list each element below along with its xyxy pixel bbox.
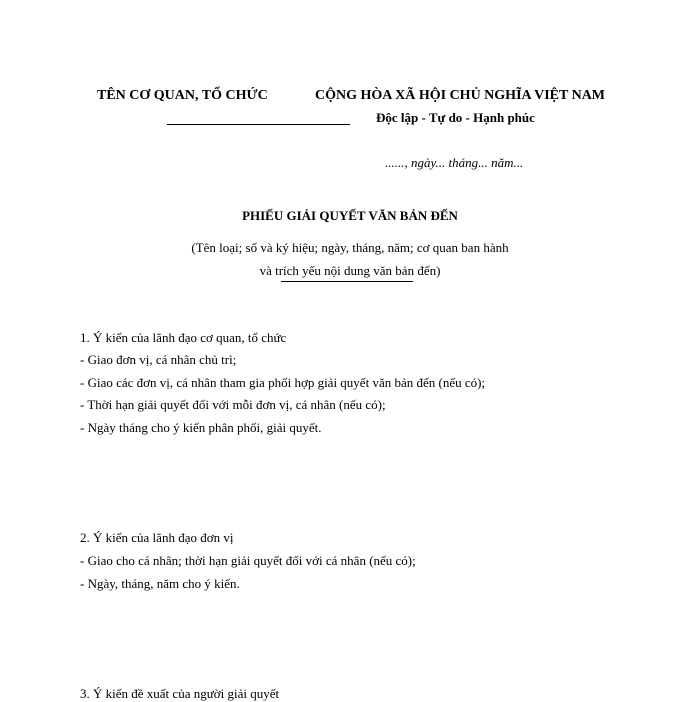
section-1-item: - Giao các đơn vị, cá nhân tham gia phối hợp giải quyết văn bản đến (nếu có); <box>80 375 486 390</box>
section-2-item: - Giao cho cá nhân; thời hạn giải quyết đối với cá nhân (nếu có); <box>80 553 416 568</box>
date-line: ......, ngày... tháng... năm... <box>385 155 524 170</box>
section-1-item: - Giao đơn vị, cá nhân chủ trì; <box>80 352 237 367</box>
subtitle-underline <box>281 281 413 282</box>
subtitle-line-2: và trích yếu nội dung văn bản đến) <box>259 263 441 278</box>
section-3-heading: 3. Ý kiến đề xuất của người giải quyết <box>80 686 280 701</box>
national-motto: Độc lập - Tự do - Hạnh phúc <box>376 110 535 125</box>
organization-name: TÊN CƠ QUAN, TỔ CHỨC <box>97 88 268 103</box>
section-1-heading: 1. Ý kiến của lãnh đạo cơ quan, tổ chức <box>80 330 287 345</box>
section-1-item: - Thời hạn giải quyết đối với mỗi đơn vị, cá nhân (nếu có); <box>80 397 386 412</box>
organization-underline <box>167 124 350 125</box>
section-2-item: - Ngày, tháng, năm cho ý kiến. <box>80 576 240 591</box>
section-2-heading: 2. Ý kiến của lãnh đạo đơn vị <box>80 530 234 545</box>
national-title: CỘNG HÒA XÃ HỘI CHỦ NGHĨA VIỆT NAM <box>315 88 606 103</box>
document-title: PHIẾU GIẢI QUYẾT VĂN BẢN ĐẾN <box>242 208 458 223</box>
section-1-item: - Ngày tháng cho ý kiến phân phối, giải quyết. <box>80 420 322 435</box>
subtitle-line-1: (Tên loại; số và ký hiệu; ngày, tháng, năm; cơ quan ban hành <box>191 240 509 255</box>
